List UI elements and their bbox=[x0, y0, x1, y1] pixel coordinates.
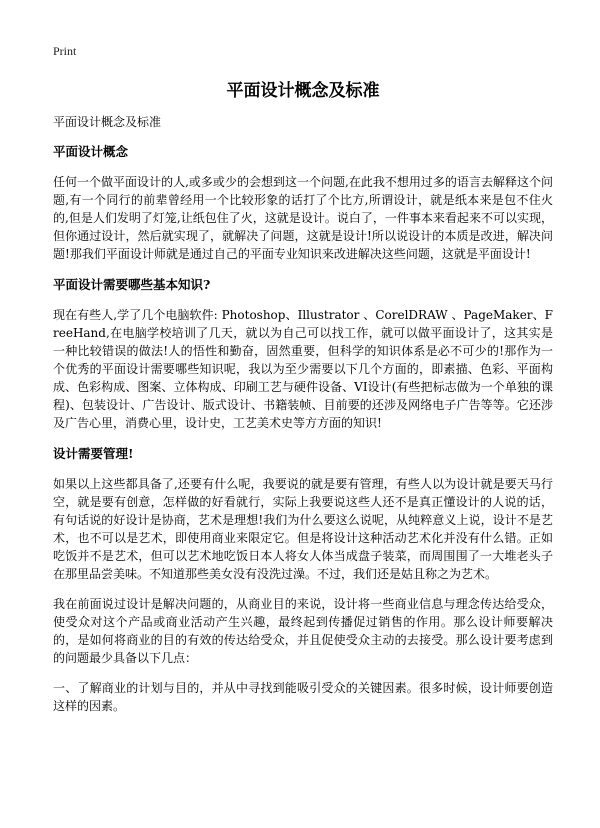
document-title: 平面设计概念及标准 bbox=[226, 81, 380, 101]
paragraph-management-1: 如果以上这些都具备了,还要有什么呢，我要说的就是要有管理，有些人以为设计就是要天马行空，就是要有创意，怎样做的好看就行，实际上我要说这些人还不是真正懂设计的人说的话，有句话说的好设计是协商，艺术是理想!我们为什么要这么说呢，从纯粹意义上说，设计不是艺术，也不可以是艺术，即使用商业来限定它。但是将设计这种活动艺术化并没有什么错。正如吃饭并不是艺术，但可以艺术地吃饭日本人将女人体当成盘子装菜，而周围围了一大堆老头子在那里品尝美味。不知道那些美女没有没洗过澡。不过，我们还是姑且称之为艺术。 bbox=[53, 477, 553, 581]
paragraph-knowledge: 现在有些人,学了几个电脑软件: Photoshop、Illustrator 、CorelDRAW 、PageMaker、FreeHand,在电脑学校培训了几天，就以为自己可以找工作，就可以做平面设计了，这其实是一种比较错误的做法!人的悟性和勤奋，固然重要，但科学的知识体系是必不可少的!那作为一个优秀的平面设计需要哪些知识呢，我以为至少需要以下几个方面的，即素描、色彩、平面构成、色彩构成、图案、立体构成、印刷工艺与硬件设备、VI设计(有些把标志做为一个单独的课程)、包装设计、广告设计、版式设计、书籍装帧、目前要的还涉及网络电子广告等等。它还涉及广告心里，消费心里，设计史，工艺美术史等方方面的知识! bbox=[53, 308, 553, 430]
print-label: Print bbox=[53, 44, 77, 58]
document-subtitle: 平面设计概念及标准 bbox=[53, 115, 162, 129]
paragraph-management-2: 我在前面说过设计是解决问题的，从商业目的来说，设计将一些商业信息与理念传达给受众，使受众对这个产品或商业活动产生兴趣，最终起到传播促过销售的作用。那么设计师要解决的，是如何将商业的目的有效的传达给受众，并且促使受众主动的去接受。那么设计要考虑到的问题最少具备以下几点： bbox=[53, 597, 553, 665]
section-heading-management: 设计需要管理! bbox=[53, 446, 134, 461]
section-heading-concept: 平面设计概念 bbox=[53, 144, 129, 159]
section-heading-knowledge: 平面设计需要哪些基本知识? bbox=[53, 277, 211, 292]
paragraph-concept: 任何一个做平面设计的人,或多或少的会想到这一个问题,在此我不想用过多的语言去解释这个问题,有一个同行的前辈曾经用一个比较形象的话打了个比方,所谓设计，就是纸本来是包不住火的,但是人们发明了灯笼,让纸包住了火，这就是设计。说白了，一件事本来看起来不可以实现，但你通过设计，然后就实现了，就解决了问题，这就是设计!所以说设计的本质是改进，解决问题!那我们平面设计师就是通过自己的平面专业知识来改进解决这些问题，这就是平面设计! bbox=[53, 175, 553, 261]
paragraph-management-3: 一、了解商业的计划与目的，并从中寻找到能吸引受众的关键因素。很多时候，设计师要创造这样的因素。 bbox=[53, 681, 553, 713]
